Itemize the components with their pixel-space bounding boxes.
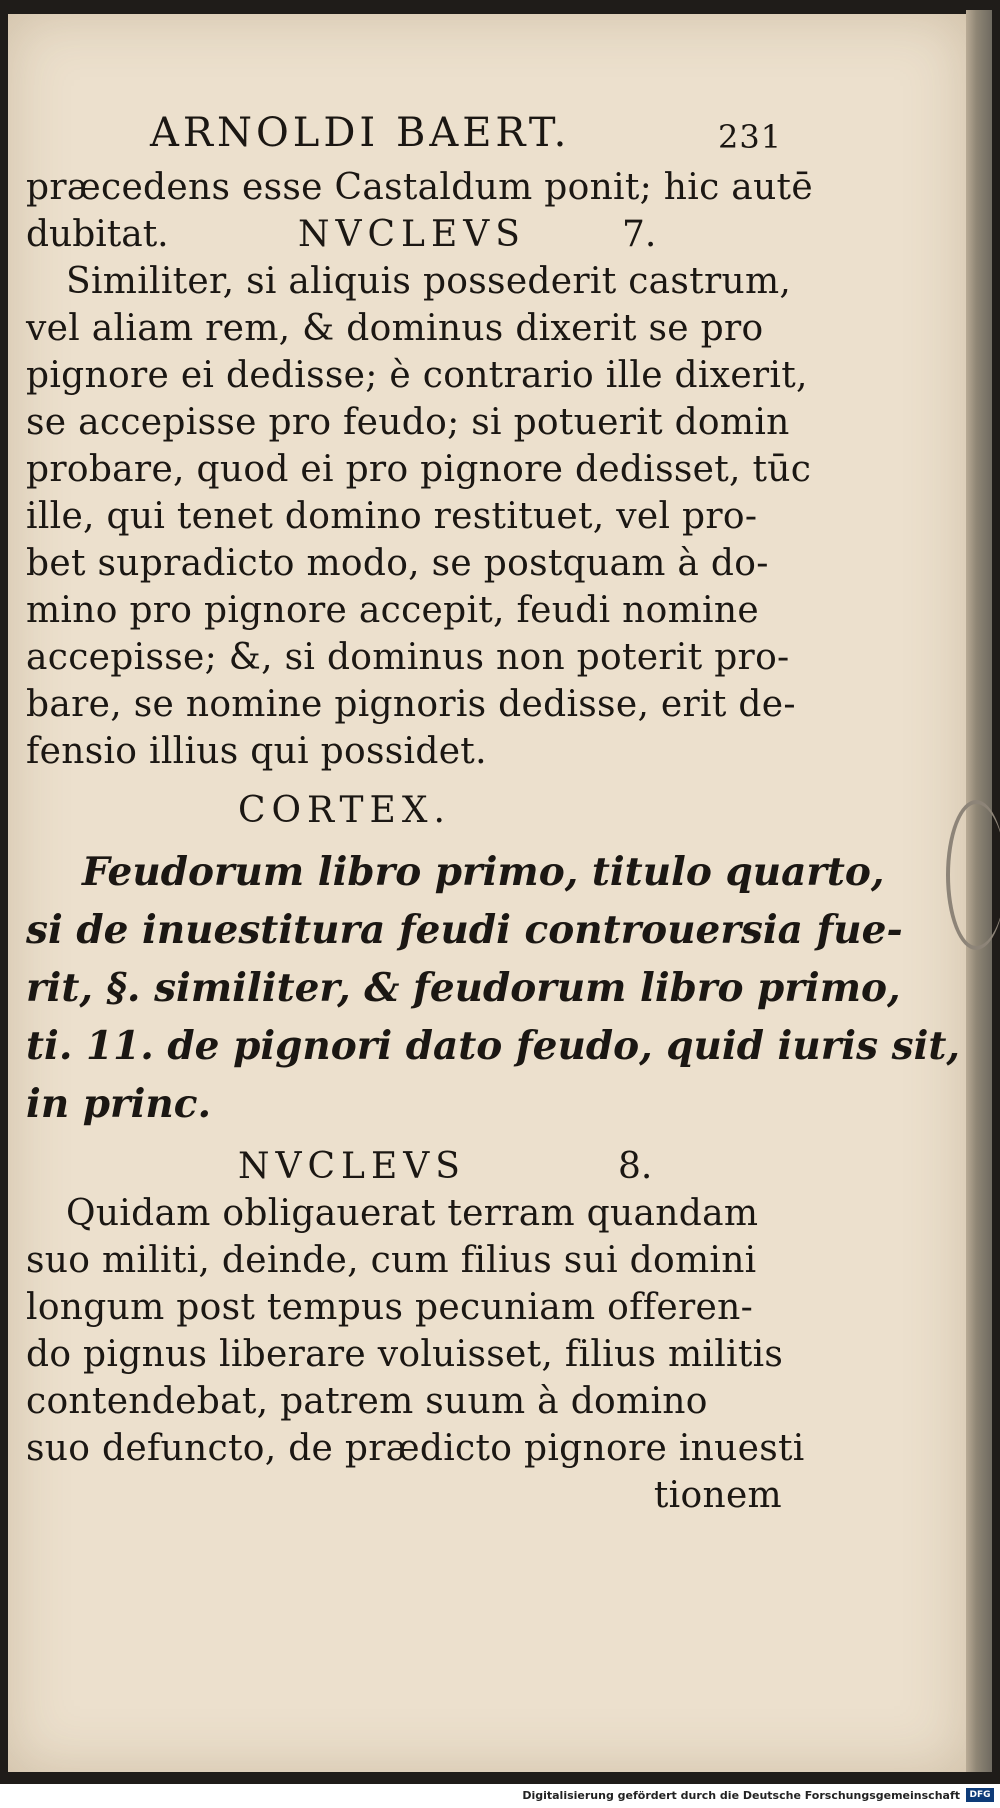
citation-line: Feudorum libro primo, titulo quarto,	[82, 849, 885, 895]
text-line: Similiter, si aliquis possederit castrum,	[66, 261, 792, 302]
nucleus-7-number: 7.	[622, 214, 657, 255]
nucleus-8-heading-row	[26, 1143, 796, 1190]
text-line: ille, qui tenet domino restituet, vel pro-	[26, 496, 758, 537]
catchword: tionem	[653, 1475, 782, 1516]
text-line: bare, se nomine pignoris dedisse, erit de-	[26, 684, 796, 725]
text-line: vel aliam rem, & dominus dixerit se pro	[26, 308, 764, 349]
text-line: pignore ei dedisse; è contrario ille dixerit,	[26, 355, 808, 396]
dfg-logo-icon: DFG	[966, 1788, 994, 1802]
nucleus-7-label: NVCLEVS	[298, 214, 526, 255]
text-line: probare, quod ei pro pignore dedisset, tūc	[26, 449, 812, 490]
running-head	[26, 110, 796, 164]
citation-line: rit, §. similiter, & feudorum libro primo,	[26, 965, 901, 1011]
nucleus-7-heading-row	[26, 211, 796, 258]
text-line: do pignus liberare voluisset, filius militis	[26, 1334, 784, 1375]
text-line: præcedens esse Castaldum ponit; hic autē	[26, 167, 813, 208]
nucleus-8-number: 8.	[618, 1146, 653, 1187]
text-line: suo militi, deinde, cum filius sui domini	[26, 1240, 757, 1281]
text-line: dubitat.	[26, 214, 169, 255]
text-line: Quidam obligauerat terram quandam	[66, 1193, 759, 1234]
text-line: contendebat, patrem suum à domino	[26, 1381, 708, 1422]
running-title: ARNOLDI BAERT.	[150, 110, 571, 156]
cortex-title: CORTEX.	[238, 790, 451, 831]
citation-line: si de inuestitura feudi controuersia fue-	[26, 907, 903, 953]
book-clasp	[946, 800, 1000, 950]
nucleus-8-label: NVCLEVS	[238, 1146, 466, 1187]
text-line: mino pro pignore accepit, feudi nomine	[26, 590, 759, 631]
text-line: fensio illius qui possidet.	[26, 731, 487, 772]
text-line: bet supradicto modo, se postquam à do-	[26, 543, 769, 584]
text-line: se accepisse pro feudo; si potuerit domin	[26, 402, 790, 443]
citation-line: in princ.	[26, 1081, 212, 1127]
citation-line: ti. 11. de pignori dato feudo, quid iuris sit,	[26, 1023, 960, 1069]
page-text	[26, 110, 960, 1519]
digitization-footer	[0, 1784, 1000, 1808]
text-line: suo defuncto, de prædicto pignore inuesti	[26, 1428, 805, 1469]
footer-credit: Digitalisierung gefördert durch die Deutsche Forschungsgemeinschaft	[522, 1789, 960, 1802]
text-line: accepisse; &, si dominus non poterit pro-	[26, 637, 790, 678]
page-number: 231	[718, 118, 783, 156]
text-line: longum post tempus pecuniam offeren-	[26, 1287, 754, 1328]
